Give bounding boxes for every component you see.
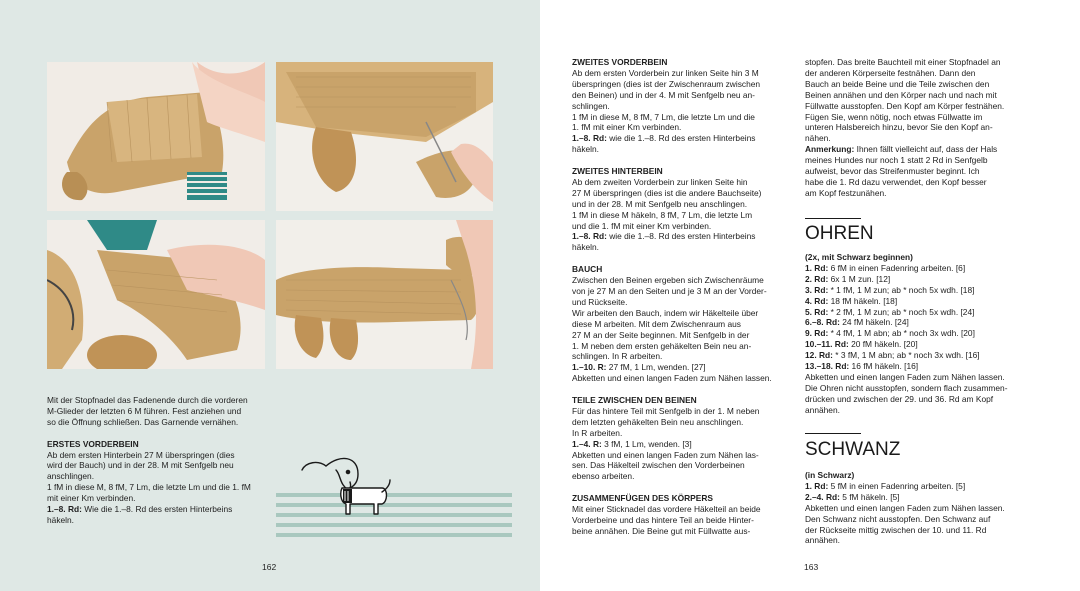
photo-crochet-body-closed — [276, 220, 493, 369]
ohren-text: (2x, mit Schwarz beginnen) 1. Rd: 6 fM in einen Fadenring arbeiten. [6] 2. Rd: 6x 1 M zun. [12] 3. Rd: * 1 fM, 1 M zun; ab * noch 5x wdh. [18] 4. Rd: 18 fM häkeln. [18] 5. Rd: * 2 fM, 1 M zun; ab * noch 5x wdh. [24] 6.–8. Rd: 24 fM häkeln. [24] 9. Rd: * 4 fM, 1 M abn; ab * noch 3x wdh. [20] 10.–11. Rd: 20 fM häkeln. [20] 12. Rd: * 3 fM, 1 M abn; ab * noch 3x wdh. [16] 13.–18. Rd: 16 fM häkeln. [16] Abketten und einen langen Faden zum Nähen lassen. Die Ohren nicht ausstopfen, sondern flach zusammen- drücken und zwischen der 29. und 36. Rd am Kopf annähen. — [805, 252, 1045, 416]
right-column-1: ZWEITES VORDERBEIN Ab dem ersten Vorderbein zur linken Seite hin 3 M überspringen (dies ist der Zwischenraum zwischen den Beinen) und in der 4. M mit Senfgelb neu an- schlingen. 1 fM in diese M, 8 fM, 7 Lm, die letzte Lm und die 1. fM mit einer Km verbinden. 1.–8. Rd: wie die 1.–8. Rd des ersten Hinterbeins häkeln. ZWEITES HINTERBEIN Ab dem zweiten Vorderbein zur linken Seite hin 27 M überspringen (dies ist die andere Bauchseite) und in der 28. M mit Senfgelb neu anschlingen. 1 fM in diese M häkeln, 8 fM, 7 Lm, die letzte Lm und die 1. fM mit einer Km verbinden. 1.–8. Rd: wie die 1.–8. Rd des ersten Hinterbeins häkeln. BAUCH Zwischen den Beinen ergeben sich Zwischenräume von je 27 M an den Seiten und je 3 M an der Vorder- und Rückseite. Wir arbeiten den Bauch, indem wir Häkelteile über diese M arbeiten. Mit dem Zwischenraum aus 27 M an der Seite beginnen. Mit Senfgelb in der 1. M neben dem ersten gehäkelten Bein neu an- schlingen. In R arbeiten. 1.–10. R: 27 fM, 1 Lm, wenden. [27] Abketten und einen langen Faden zum Nähen lassen. TEILE ZWISCHEN DEN BEINEN Für das hintere Teil mit Senfgelb in der 1. M neben dem letzten gehäkelten Bein neu anschlingen. In R arbeiten. 1.–4. R: 3 fM, 1 Lm, wenden. [3] Abketten und einen langen Faden zum Nähen las- sen. Das Häkelteil zwischen den Vorderbeinen ebenso arbeiten. ZUSAMMENFÜGEN DES KÖRPERS Mit einer Sticknadel das vordere Häkelteil an beide Vorderbeine und das hintere Teil an beide Hinter- beine annähen. Die Beine gut mit Füllwatte aus- — [572, 57, 802, 537]
schwanz-text: (in Schwarz) 1. Rd: 5 fM in einen Fadenring arbeiten. [5] 2.–4. Rd: 5 fM häkeln. [5] Abketten und einen langen Faden zum Nähen lassen. Den Schwanz nicht ausstopfen. Den Schwanz auf der Rückseite mittig zwischen der 10. und 11. Rd annähen. — [805, 470, 1045, 546]
heading-teile: TEILE ZWISCHEN DEN BEINEN — [572, 395, 697, 406]
photo-crochet-body-open — [47, 62, 265, 211]
round-instruction: 1.–8. Rd: wie die 1.–8. Rd des ersten Hinterbeins — [572, 133, 756, 144]
text-line: häkeln. — [47, 514, 75, 525]
schwanz-rule — [805, 433, 861, 434]
heading-zweites-hinterbein: ZWEITES HINTERBEIN — [572, 166, 663, 177]
round-instruction: 9. Rd: * 4 fM, 1 M abn; ab * noch 3x wdh. [20] — [805, 328, 975, 339]
round-instruction: 1.–4. R: 3 fM, 1 Lm, wenden. [3] — [572, 438, 692, 449]
round-instruction: 1.–10. R: 27 fM, 1 Lm, wenden. [27] — [572, 362, 706, 373]
photo-crochet-legs-hands — [47, 220, 265, 369]
page-number-left: 162 — [262, 562, 277, 572]
right-page — [540, 0, 1080, 591]
round-instruction: 2.–4. Rd: 5 fM häkeln. [5] — [805, 491, 900, 502]
intro-line: M-Glieder der letzten 6 M führen. Fest anziehen und — [47, 405, 242, 416]
round-instruction: 1. Rd: 6 fM in einen Fadenring arbeiten. [6] — [805, 262, 966, 273]
section-title-schwanz: SCHWANZ — [805, 439, 901, 460]
photo-crochet-leg-stitch — [276, 62, 493, 211]
page-number-right: 163 — [804, 562, 819, 572]
left-text-column — [47, 395, 277, 526]
ohren-rule — [805, 218, 861, 219]
heading-zusammenfuegen: ZUSAMMENFÜGEN DES KÖRPERS — [572, 493, 713, 504]
round-instruction: 4. Rd: 18 fM häkeln. [18] — [805, 295, 898, 306]
text-line: anschlingen. — [47, 471, 95, 482]
dachshund-illustration-icon — [296, 448, 392, 520]
round-instruction: 6.–8. Rd: 24 fM häkeln. [24] — [805, 317, 909, 328]
heading-zweites-vorderbein: ZWEITES VORDERBEIN — [572, 57, 668, 67]
text-line: Ab dem ersten Hinterbein 27 M überspringen (dies — [47, 449, 235, 460]
heading-erstes-vorderbein: ERSTES VORDERBEIN — [47, 438, 139, 449]
round-instruction: 2. Rd: 6x 1 M zun. [12] — [805, 273, 891, 284]
intro-line: Mit der Stopfnadel das Fadenende durch die vorderen — [47, 395, 248, 405]
text-line: wird der Bauch) und in der 28. M mit Senfgelb neu — [47, 460, 234, 471]
round-instruction: 1.–8. Rd: Wie die 1.–8. Rd des ersten Hinterbeins — [47, 504, 233, 515]
round-instruction: 10.–11. Rd: 20 fM häkeln. [20] — [805, 339, 918, 350]
text-line: mit einer Km verbinden. — [47, 493, 136, 504]
round-instruction: 5. Rd: * 2 fM, 1 M zun; ab * noch 5x wdh. [24] — [805, 306, 975, 317]
round-instruction: 12. Rd: * 3 fM, 1 M abn; ab * noch 3x wdh. [16] — [805, 350, 980, 361]
right-column-2: stopfen. Das breite Bauchteil mit einer Stopfnadel an der anderen Körperseite festnähen. Dann den Bauch an beide Beine und die Teile zwischen den Beinen annähen und den Körper nach und nach mit Füllwatte ausstopfen. Den Kopf am Körper festnähen. Fügen Sie, wenn nötig, noch etwas Füllwatte im unteren Halsbereich hinzu, bevor Sie den Kopf an- nähen. Anmerkung: Ihnen fällt vielleicht auf, dass der Hals meines Hundes nur noch 1 statt 2 Rd in Senfgelb aufweist, bevor das Streifenmuster beginnt. Ich habe die 1. Rd dazu verwendet, den Kopf besser am Kopf festzunähen. — [805, 57, 1045, 199]
round-instruction: 13.–18. Rd: 16 fM häkeln. [16] — [805, 361, 919, 372]
note: Anmerkung: Ihnen fällt vielleicht auf, dass der Hals — [805, 144, 998, 155]
round-instruction: 1.–8. Rd: wie die 1.–8. Rd des ersten Hinterbeins — [572, 231, 756, 242]
intro-line: so die Öffnung schließen. Das Garnende vernähen. — [47, 416, 239, 427]
section-title-ohren: OHREN — [805, 223, 874, 244]
heading-bauch: BAUCH — [572, 264, 603, 275]
round-instruction: 3. Rd: * 1 fM, 1 M zun; ab * noch 5x wdh. [18] — [805, 284, 975, 295]
round-instruction: 1. Rd: 5 fM in einen Fadenring arbeiten. [5] — [805, 480, 966, 491]
text-line: 1 fM in diese M, 8 fM, 7 Lm, die letzte Lm und die 1. fM — [47, 482, 251, 493]
